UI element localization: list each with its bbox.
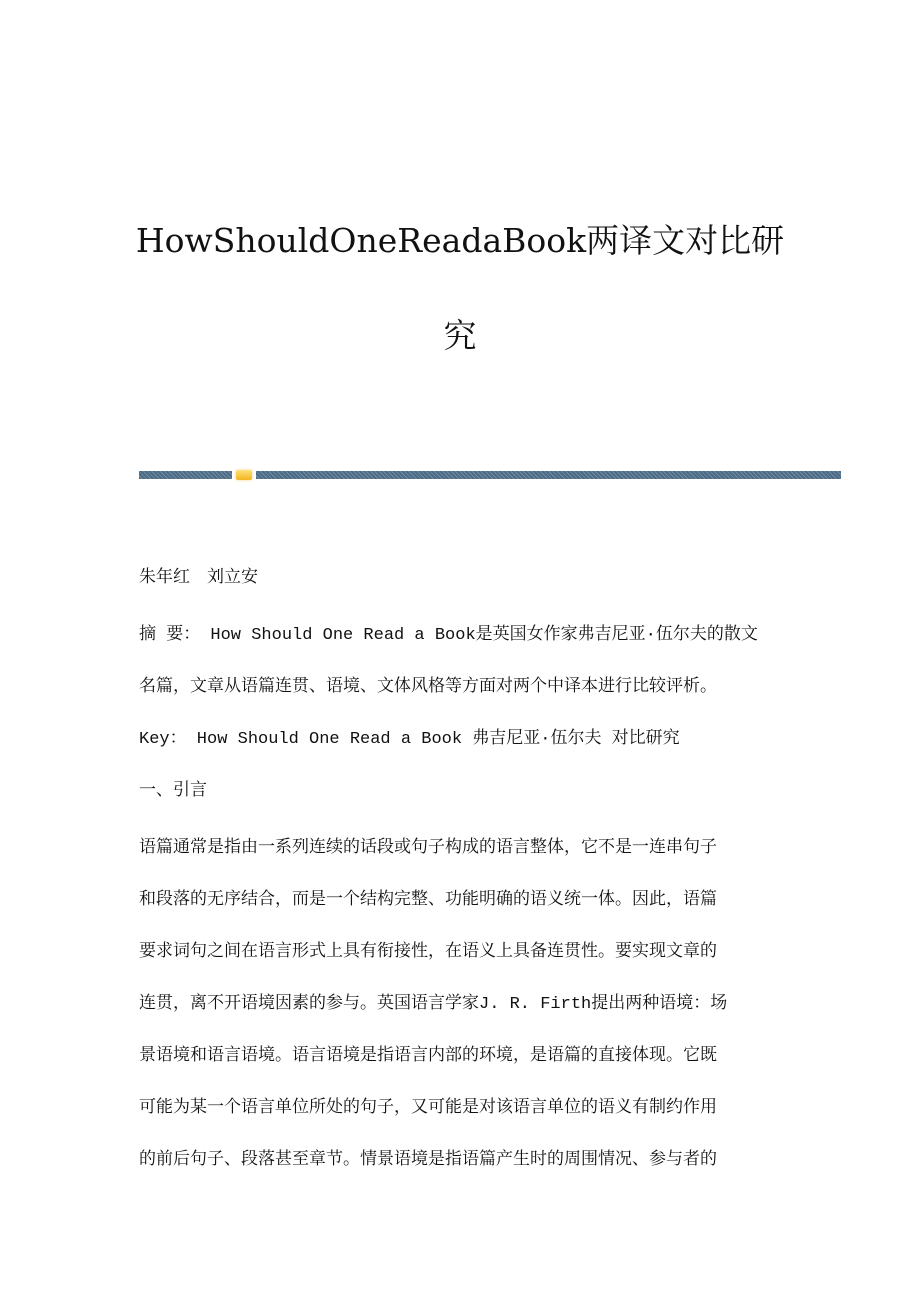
abstract-line: 摘 要： How Should One Read a Book是英国女作家弗吉尼亚·伍尔夫的散文 <box>139 626 758 645</box>
body-line: 语篇通常是指由一系列连续的话段或句子构成的语言整体，它不是一连串句子 <box>139 839 717 858</box>
body-line: 和段落的无序结合，而是一个结构完整、功能明确的语义统一体。因此，语篇 <box>139 891 717 910</box>
decorative-divider <box>139 470 841 480</box>
divider-bar-right <box>256 471 841 479</box>
abstract-line: 名篇，文章从语篇连贯、语境、文体风格等方面对两个中译本进行比较评析。 <box>139 678 717 697</box>
keywords: Key： How Should One Read a Book 弗吉尼亚·伍尔夫 对比研究 <box>139 730 680 749</box>
body-line: 的前后句子、段落甚至章节。情景语境是指语篇产生时的周围情况、参与者的 <box>139 1151 717 1170</box>
body-line: 景语境和语言语境。语言语境是指语言内部的环境，是语篇的直接体现。它既 <box>139 1047 717 1066</box>
divider-bar-left <box>139 471 232 479</box>
authors: 朱年红 刘立安 <box>139 569 258 588</box>
section-heading: 一、引言 <box>139 782 207 801</box>
body-line: 要求词句之间在语言形式上具有衔接性，在语义上具备连贯性。要实现文章的 <box>139 943 717 962</box>
envelope-icon <box>236 470 252 480</box>
body-line: 连贯，离不开语境因素的参与。英国语言学家J. R. Firth提出两种语境：场 <box>139 995 728 1014</box>
document-title: HowShouldOneReadaBook两译文对比研 <box>135 221 785 260</box>
body-line: 可能为某一个语言单位所处的句子，又可能是对该语言单位的语义有制约作用 <box>139 1099 717 1118</box>
document-title-continued: 究 <box>443 316 477 355</box>
